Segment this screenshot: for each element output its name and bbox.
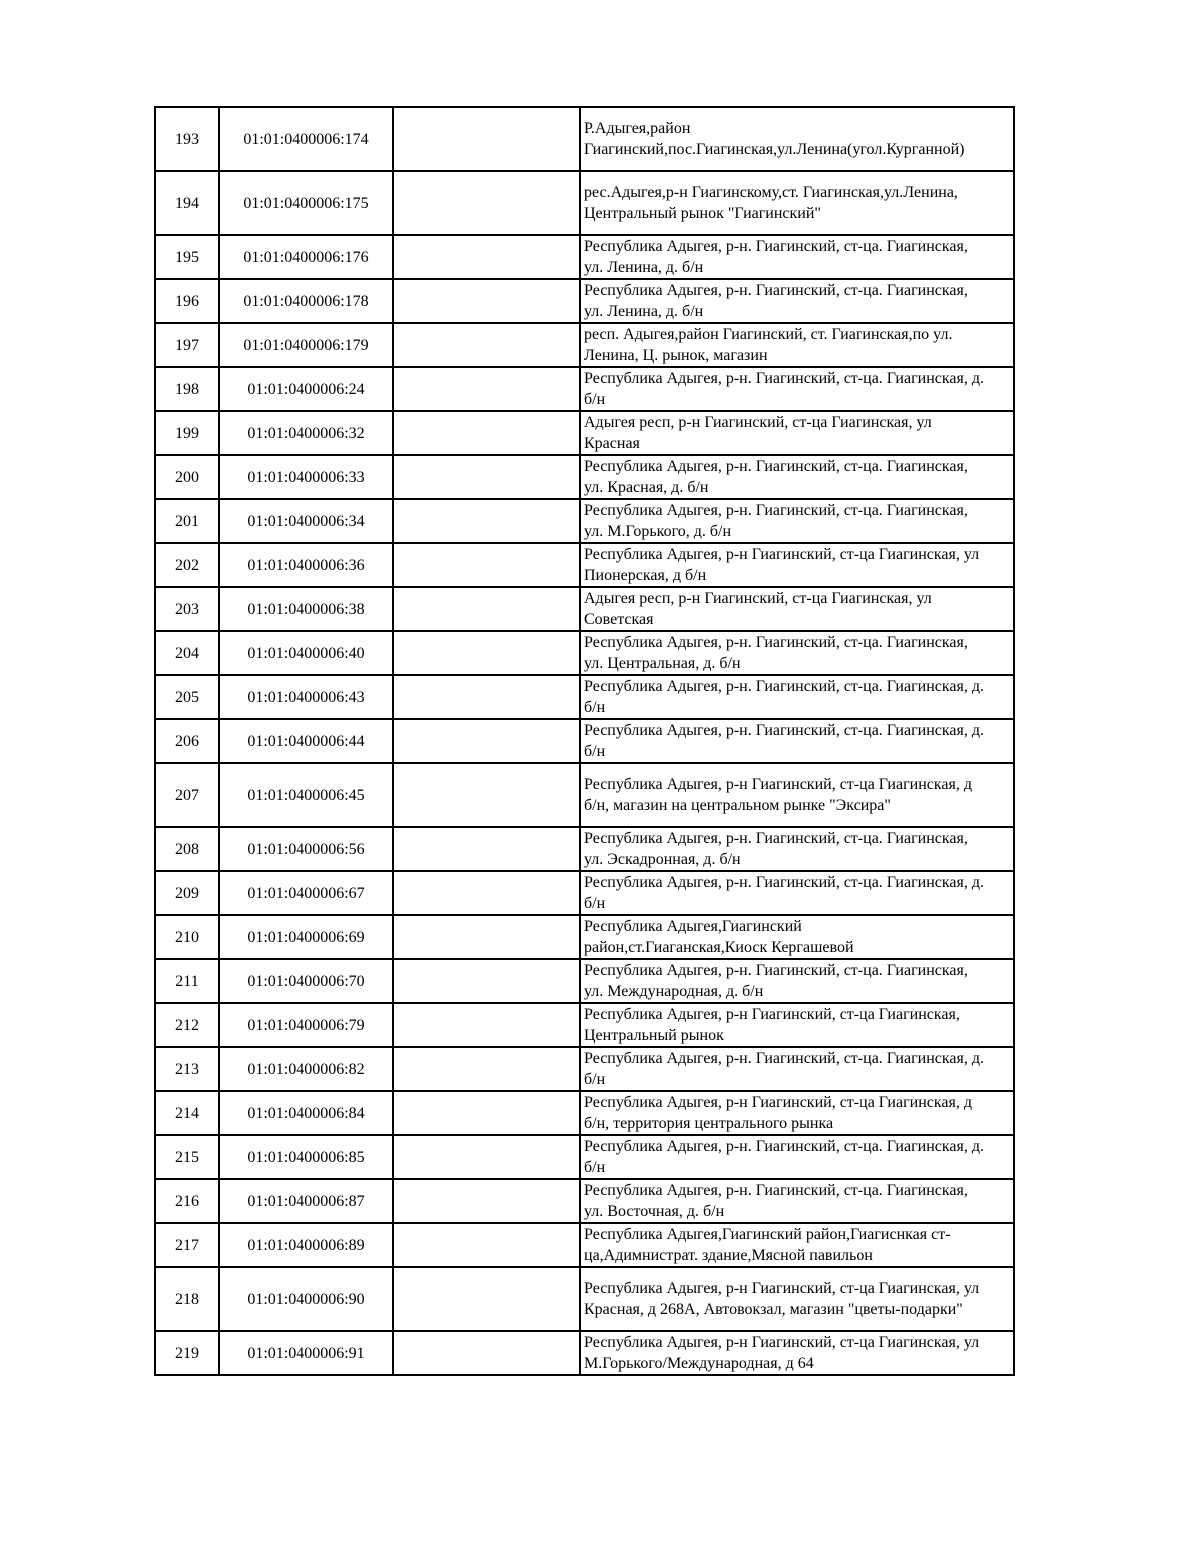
empty-cell xyxy=(393,587,580,631)
table-row xyxy=(155,499,1014,543)
address-cell xyxy=(580,323,1014,367)
row-number-cell: 201 xyxy=(155,499,219,543)
empty-cell xyxy=(393,1267,580,1331)
cadastral-number-cell: 01:01:0400006:33 xyxy=(219,455,393,499)
address-line: Республика Адыгея, р-н. Гиагинский, ст-ца. Гиагинская, д. xyxy=(584,722,985,739)
address-cell xyxy=(580,543,1014,587)
table-row xyxy=(155,235,1014,279)
cadastral-number-cell: 01:01:0400006:175 xyxy=(219,171,393,235)
empty-cell xyxy=(393,959,580,1003)
empty-cell xyxy=(393,631,580,675)
empty-cell xyxy=(393,367,580,411)
cadastral-number-cell: 01:01:0400006:34 xyxy=(219,499,393,543)
address-line: Республика Адыгея, р-н Гиагинский, ст-ца Гиагинская, ул xyxy=(584,1280,980,1297)
address-line: Республика Адыгея, р-н Гиагинский, ст-ца Гиагинская, ул xyxy=(584,1334,980,1351)
empty-cell xyxy=(393,1179,580,1223)
address-line: Республика Адыгея, р-н. Гиагинский, ст-ца. Гиагинская, xyxy=(584,634,968,651)
table-row xyxy=(155,1047,1014,1091)
row-number-cell: 202 xyxy=(155,543,219,587)
address-cell xyxy=(580,235,1014,279)
address-line: б/н xyxy=(584,391,606,408)
address-line: Пионерская, д б/н xyxy=(584,567,707,584)
address-line: ул. М.Горького, д. б/н xyxy=(584,523,732,540)
empty-cell xyxy=(393,1331,580,1375)
cadastral-number-cell: 01:01:0400006:67 xyxy=(219,871,393,915)
address-line: ул. Ленина, д. б/н xyxy=(584,303,704,320)
cadastral-number-cell: 01:01:0400006:56 xyxy=(219,827,393,871)
address-cell xyxy=(580,915,1014,959)
address-line: Республика Адыгея, р-н. Гиагинский, ст-ца. Гиагинская, д. xyxy=(584,678,985,695)
table-row xyxy=(155,279,1014,323)
table-row xyxy=(155,587,1014,631)
row-number-cell: 199 xyxy=(155,411,219,455)
table-row xyxy=(155,1223,1014,1267)
row-number-cell: 195 xyxy=(155,235,219,279)
address-line: Центральный рынок xyxy=(584,1027,724,1044)
address-line: б/н, магазин на центральном рынке "Эксира" xyxy=(584,797,891,814)
row-number-cell: 210 xyxy=(155,915,219,959)
cadastral-number-cell: 01:01:0400006:44 xyxy=(219,719,393,763)
address-cell xyxy=(580,631,1014,675)
row-number-cell: 209 xyxy=(155,871,219,915)
address-line: Гиагинский,пос.Гиагинская,ул.Ленина(угол.Курганной) xyxy=(584,141,965,158)
row-number-cell: 213 xyxy=(155,1047,219,1091)
address-line: М.Горького/Международная, д 64 xyxy=(584,1355,814,1372)
address-cell xyxy=(580,107,1014,171)
cadastral-number-cell: 01:01:0400006:89 xyxy=(219,1223,393,1267)
address-line: ул. Центральная, д. б/н xyxy=(584,655,741,672)
address-cell xyxy=(580,1091,1014,1135)
table-row xyxy=(155,107,1014,171)
cadastral-number-cell: 01:01:0400006:174 xyxy=(219,107,393,171)
empty-cell xyxy=(393,171,580,235)
row-number-cell: 196 xyxy=(155,279,219,323)
address-line: респ. Адыгея,район Гиагинский, ст. Гиагинская,по ул. xyxy=(584,326,953,343)
cadastral-number-cell: 01:01:0400006:85 xyxy=(219,1135,393,1179)
address-cell xyxy=(580,279,1014,323)
table-row xyxy=(155,915,1014,959)
address-cell xyxy=(580,675,1014,719)
address-cell xyxy=(580,1331,1014,1375)
address-line: ул. Международная, д. б/н xyxy=(584,983,764,1000)
table-row xyxy=(155,719,1014,763)
address-line: Республика Адыгея, р-н. Гиагинский, ст-ца. Гиагинская, д. xyxy=(584,1138,985,1155)
table-row xyxy=(155,827,1014,871)
cadastral-number-cell: 01:01:0400006:40 xyxy=(219,631,393,675)
cadastral-number-cell: 01:01:0400006:91 xyxy=(219,1331,393,1375)
table-row xyxy=(155,1179,1014,1223)
address-line: район,ст.Гиаганская,Киоск Кергашевой xyxy=(584,939,854,956)
address-line: Ленина, Ц. рынок, магазин xyxy=(584,347,768,364)
cadastral-number-cell: 01:01:0400006:70 xyxy=(219,959,393,1003)
cadastral-number-cell: 01:01:0400006:24 xyxy=(219,367,393,411)
row-number-cell: 204 xyxy=(155,631,219,675)
cadastral-number-cell: 01:01:0400006:179 xyxy=(219,323,393,367)
address-line: Адыгея респ, р-н Гиагинский, ст-ца Гиагинская, ул xyxy=(584,590,932,607)
table-row xyxy=(155,171,1014,235)
address-cell xyxy=(580,587,1014,631)
address-cell xyxy=(580,367,1014,411)
address-line: Республика Адыгея, р-н. Гиагинский, ст-ца. Гиагинская, xyxy=(584,502,968,519)
address-line: б/н xyxy=(584,1159,606,1176)
cadastral-number-cell: 01:01:0400006:90 xyxy=(219,1267,393,1331)
row-number-cell: 197 xyxy=(155,323,219,367)
empty-cell xyxy=(393,323,580,367)
row-number-cell: 208 xyxy=(155,827,219,871)
cadastral-number-cell: 01:01:0400006:38 xyxy=(219,587,393,631)
address-line: Республика Адыгея, р-н. Гиагинский, ст-ца. Гиагинская, xyxy=(584,458,968,475)
address-line: Красная, д 268А, Автовокзал, магазин "цветы-подарки" xyxy=(584,1301,963,1318)
cadastral-number-cell: 01:01:0400006:84 xyxy=(219,1091,393,1135)
empty-cell xyxy=(393,1003,580,1047)
table-row xyxy=(155,1003,1014,1047)
cadastral-number-cell: 01:01:0400006:32 xyxy=(219,411,393,455)
table-row xyxy=(155,455,1014,499)
table-row xyxy=(155,631,1014,675)
empty-cell xyxy=(393,455,580,499)
address-line: б/н, территория центрального рынка xyxy=(584,1115,834,1132)
table-row xyxy=(155,1267,1014,1331)
address-line: б/н xyxy=(584,895,606,912)
table-row xyxy=(155,959,1014,1003)
address-line: рес.Адыгея,р-н Гиагинскому,ст. Гиагинская,ул.Ленина, xyxy=(584,184,958,201)
row-number-cell: 211 xyxy=(155,959,219,1003)
address-cell xyxy=(580,827,1014,871)
address-line: Республика Адыгея, р-н. Гиагинский, ст-ца. Гиагинская, д. xyxy=(584,370,985,387)
empty-cell xyxy=(393,543,580,587)
empty-cell xyxy=(393,675,580,719)
address-line: Республика Адыгея,Гиагинский xyxy=(584,918,802,935)
address-line: Р.Адыгея,район xyxy=(584,120,691,137)
address-line: Советская xyxy=(584,611,654,628)
row-number-cell: 215 xyxy=(155,1135,219,1179)
table-row xyxy=(155,675,1014,719)
table-row xyxy=(155,543,1014,587)
empty-cell xyxy=(393,107,580,171)
empty-cell xyxy=(393,1135,580,1179)
address-line: Адыгея респ, р-н Гиагинский, ст-ца Гиагинская, ул xyxy=(584,414,932,431)
empty-cell xyxy=(393,1091,580,1135)
table-row xyxy=(155,1135,1014,1179)
address-line: Красная xyxy=(584,435,640,452)
address-cell xyxy=(580,1047,1014,1091)
table-row xyxy=(155,1091,1014,1135)
cadastral-number-cell: 01:01:0400006:87 xyxy=(219,1179,393,1223)
address-line: ул. Эскадронная, д. б/н xyxy=(584,851,741,868)
address-cell xyxy=(580,499,1014,543)
address-line: Республика Адыгея, р-н. Гиагинский, ст-ца. Гиагинская, д. xyxy=(584,874,985,891)
address-cell xyxy=(580,871,1014,915)
row-number-cell: 218 xyxy=(155,1267,219,1331)
cadastral-number-cell: 01:01:0400006:36 xyxy=(219,543,393,587)
land-plot-table xyxy=(154,106,1015,1376)
row-number-cell: 217 xyxy=(155,1223,219,1267)
row-number-cell: 206 xyxy=(155,719,219,763)
address-cell xyxy=(580,763,1014,827)
address-line: Республика Адыгея, р-н Гиагинский, ст-ца Гиагинская, xyxy=(584,1006,960,1023)
address-line: Республика Адыгея, р-н. Гиагинский, ст-ца. Гиагинская, xyxy=(584,962,968,979)
address-line: Республика Адыгея, р-н Гиагинский, ст-ца Гиагинская, д xyxy=(584,776,973,793)
empty-cell xyxy=(393,719,580,763)
row-number-cell: 194 xyxy=(155,171,219,235)
address-line: б/н xyxy=(584,699,606,716)
address-cell xyxy=(580,1223,1014,1267)
empty-cell xyxy=(393,411,580,455)
table-row xyxy=(155,367,1014,411)
address-cell xyxy=(580,411,1014,455)
empty-cell xyxy=(393,763,580,827)
cadastral-number-cell: 01:01:0400006:69 xyxy=(219,915,393,959)
address-cell xyxy=(580,1003,1014,1047)
address-line: б/н xyxy=(584,743,606,760)
address-line: Республика Адыгея, р-н. Гиагинский, ст-ца. Гиагинская, xyxy=(584,282,968,299)
table-row xyxy=(155,871,1014,915)
empty-cell xyxy=(393,235,580,279)
empty-cell xyxy=(393,871,580,915)
address-cell xyxy=(580,1179,1014,1223)
row-number-cell: 214 xyxy=(155,1091,219,1135)
cadastral-number-cell: 01:01:0400006:79 xyxy=(219,1003,393,1047)
address-cell xyxy=(580,171,1014,235)
cadastral-number-cell: 01:01:0400006:176 xyxy=(219,235,393,279)
address-line: ул. Ленина, д. б/н xyxy=(584,259,704,276)
cadastral-number-cell: 01:01:0400006:82 xyxy=(219,1047,393,1091)
table-body xyxy=(155,107,1014,1375)
empty-cell xyxy=(393,915,580,959)
row-number-cell: 200 xyxy=(155,455,219,499)
address-cell xyxy=(580,1135,1014,1179)
address-line: Республика Адыгея, р-н. Гиагинский, ст-ца. Гиагинская, xyxy=(584,830,968,847)
address-line: б/н xyxy=(584,1071,606,1088)
address-line: Центральный рынок "Гиагинский" xyxy=(584,205,821,222)
row-number-cell: 212 xyxy=(155,1003,219,1047)
cadastral-number-cell: 01:01:0400006:45 xyxy=(219,763,393,827)
row-number-cell: 203 xyxy=(155,587,219,631)
empty-cell xyxy=(393,499,580,543)
table-row xyxy=(155,1331,1014,1375)
row-number-cell: 219 xyxy=(155,1331,219,1375)
address-cell xyxy=(580,959,1014,1003)
empty-cell xyxy=(393,827,580,871)
row-number-cell: 216 xyxy=(155,1179,219,1223)
address-cell xyxy=(580,455,1014,499)
address-line: ца,Адимнистрат. здание,Мясной павильон xyxy=(584,1247,873,1264)
table-row xyxy=(155,763,1014,827)
empty-cell xyxy=(393,279,580,323)
row-number-cell: 207 xyxy=(155,763,219,827)
address-line: Республика Адыгея, р-н Гиагинский, ст-ца Гиагинская, ул xyxy=(584,546,980,563)
address-line: Республика Адыгея, р-н. Гиагинский, ст-ца. Гиагинская, xyxy=(584,238,968,255)
empty-cell xyxy=(393,1047,580,1091)
address-cell xyxy=(580,719,1014,763)
row-number-cell: 198 xyxy=(155,367,219,411)
row-number-cell: 193 xyxy=(155,107,219,171)
address-line: Республика Адыгея,Гиагинский район,Гиагиснкая ст- xyxy=(584,1226,951,1243)
address-cell xyxy=(580,1267,1014,1331)
table-row xyxy=(155,411,1014,455)
address-line: Республика Адыгея, р-н. Гиагинский, ст-ца. Гиагинская, д. xyxy=(584,1050,985,1067)
cadastral-number-cell: 01:01:0400006:43 xyxy=(219,675,393,719)
table-row xyxy=(155,323,1014,367)
empty-cell xyxy=(393,1223,580,1267)
address-line: Республика Адыгея, р-н Гиагинский, ст-ца Гиагинская, д xyxy=(584,1094,973,1111)
address-line: ул. Восточная, д. б/н xyxy=(584,1203,725,1220)
cadastral-number-cell: 01:01:0400006:178 xyxy=(219,279,393,323)
row-number-cell: 205 xyxy=(155,675,219,719)
address-line: Республика Адыгея, р-н. Гиагинский, ст-ца. Гиагинская, xyxy=(584,1182,968,1199)
address-line: ул. Красная, д. б/н xyxy=(584,479,709,496)
